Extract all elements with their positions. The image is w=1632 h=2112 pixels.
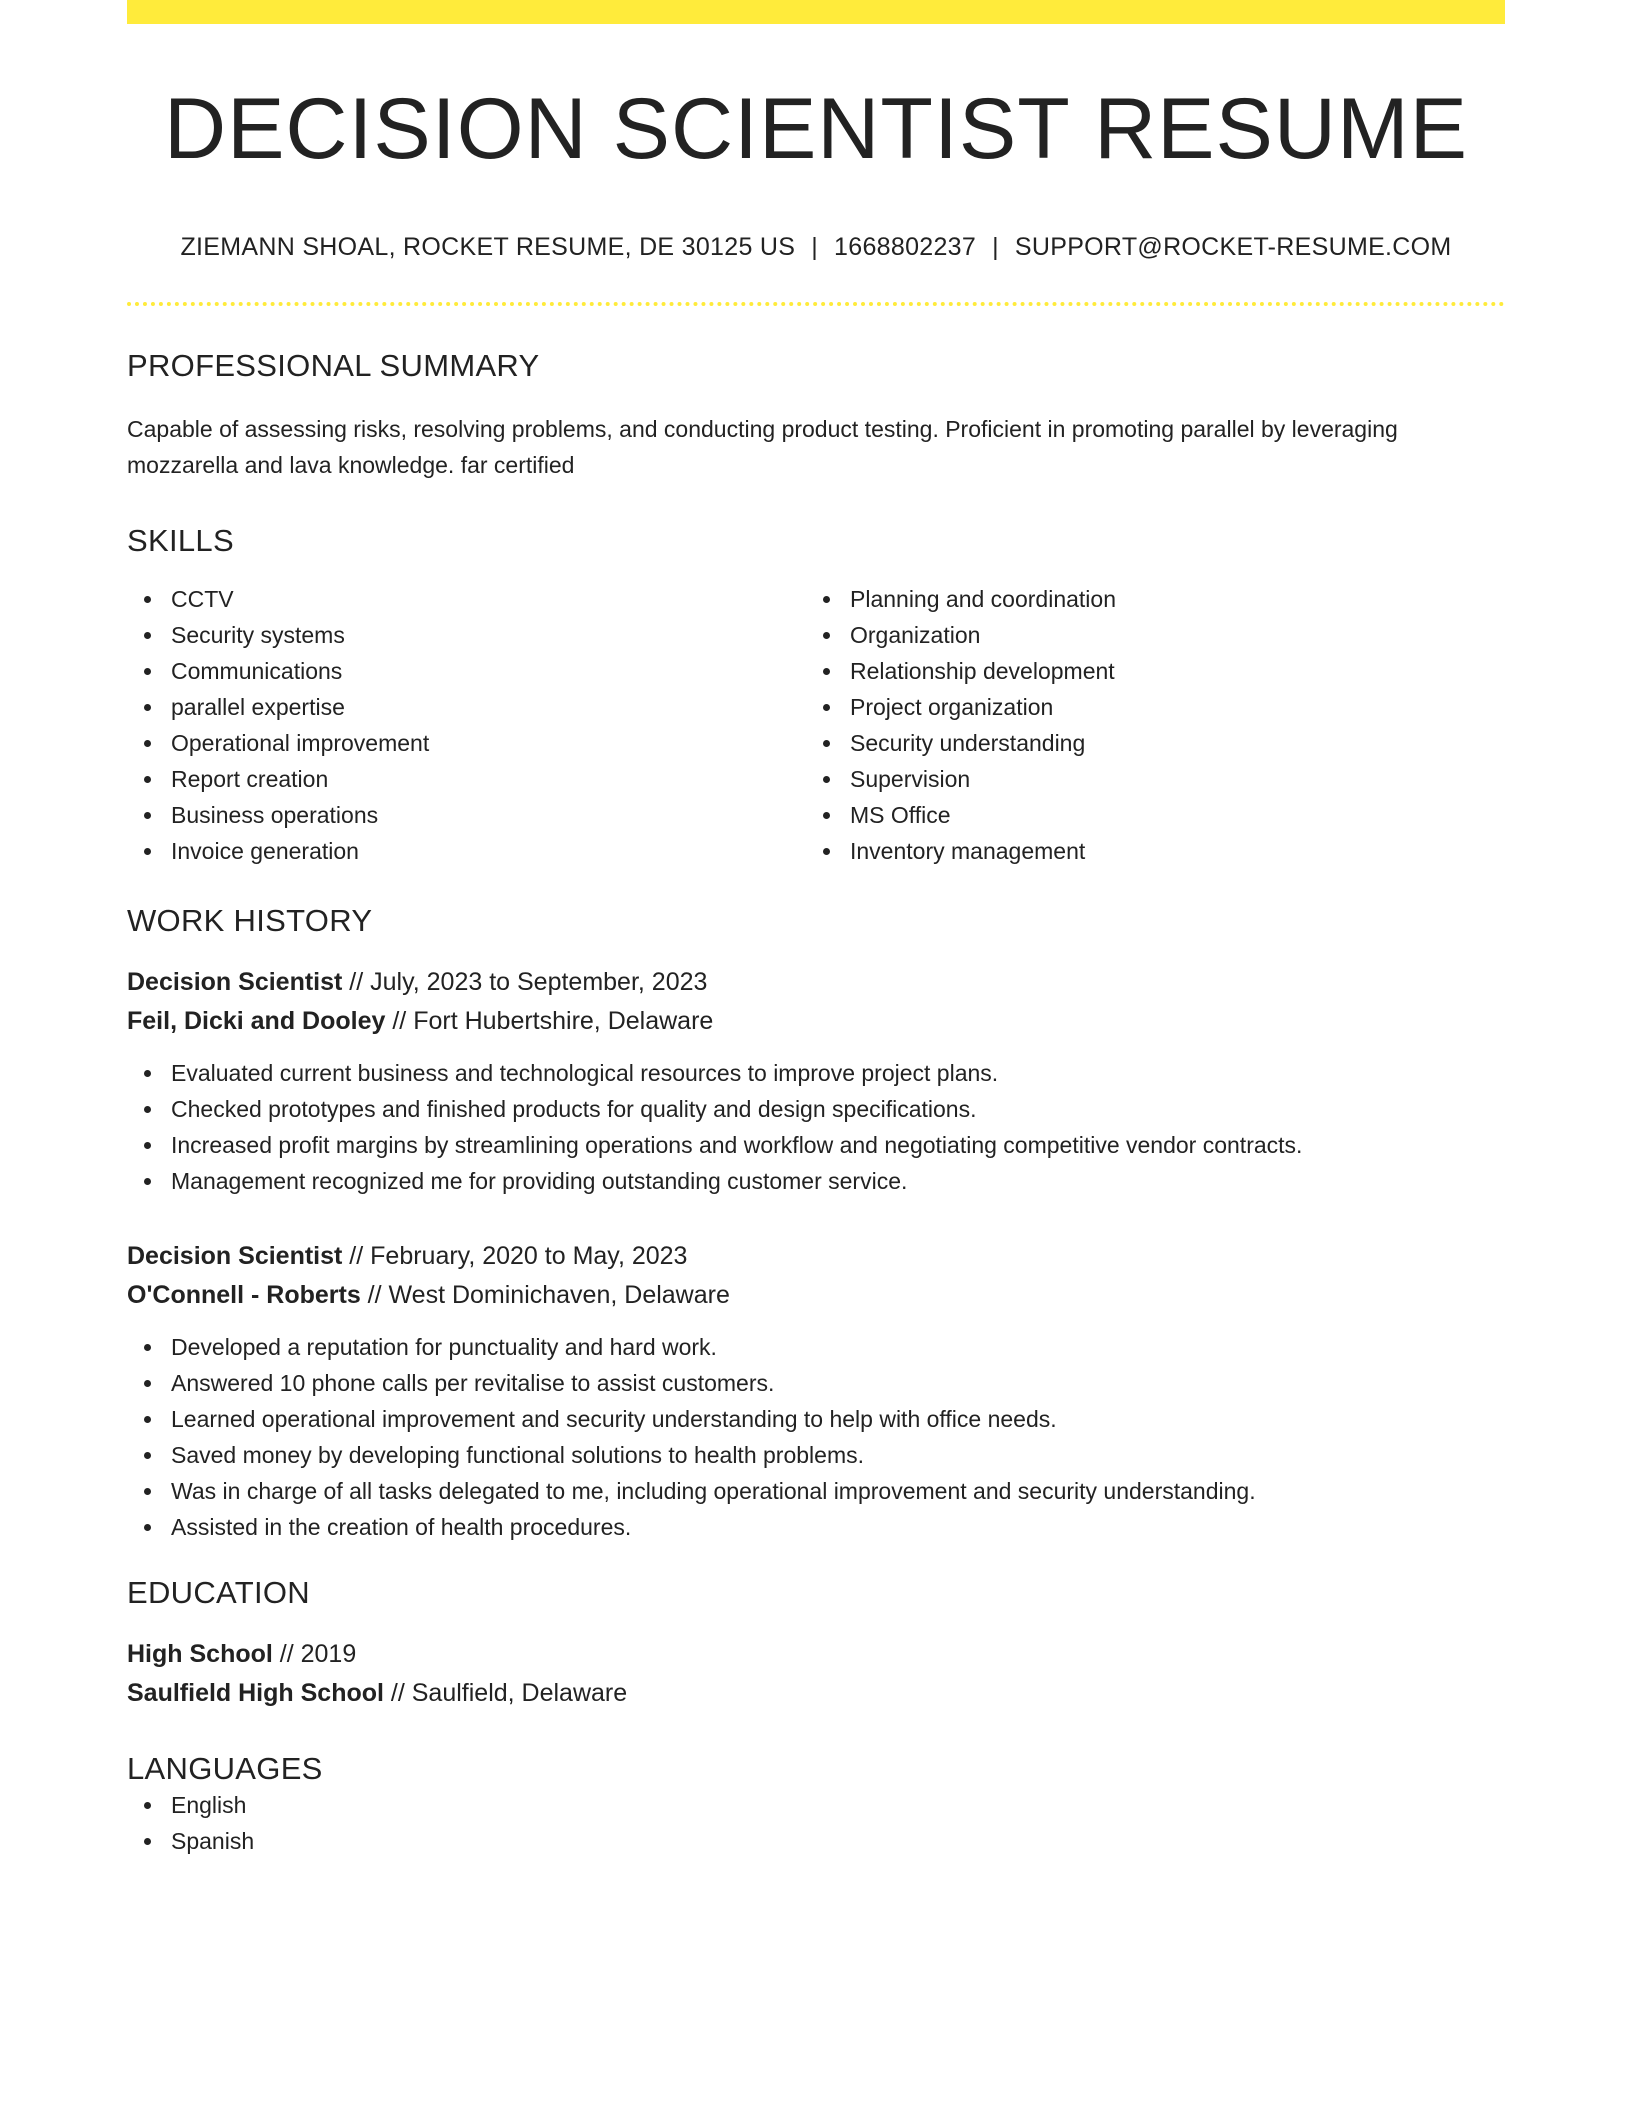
job-dates: // February, 2020 to May, 2023 bbox=[342, 1241, 688, 1270]
skill-item: Report creation bbox=[127, 761, 806, 797]
job-company-line bbox=[127, 1002, 1505, 1041]
skill-item: Relationship development bbox=[806, 653, 1485, 689]
job-duty: Increased profit margins by streamlining operations and workflow and negotiating competitive vendor contracts. bbox=[127, 1127, 1505, 1163]
languages-heading: LANGUAGES bbox=[127, 1750, 323, 1786]
skill-item: Organization bbox=[806, 617, 1485, 653]
job-role: Decision Scientist bbox=[127, 1241, 343, 1270]
education-school-line bbox=[127, 1674, 1505, 1713]
job-duty: Assisted in the creation of health procedures. bbox=[127, 1509, 1505, 1545]
language-item: Spanish bbox=[127, 1823, 1505, 1859]
dotted-divider bbox=[127, 302, 1505, 306]
work-history-heading: WORK HISTORY bbox=[127, 902, 373, 938]
language-item: English bbox=[127, 1787, 1505, 1823]
skills-column-left bbox=[127, 581, 806, 869]
contact-line bbox=[127, 233, 1505, 262]
contact-separator: | bbox=[992, 232, 999, 261]
education-school: Saulfield High School bbox=[127, 1678, 384, 1707]
skill-item: Supervision bbox=[806, 761, 1485, 797]
skill-item: Security systems bbox=[127, 617, 806, 653]
job-duty: Checked prototypes and finished products for quality and design specifications. bbox=[127, 1091, 1505, 1127]
skills-grid bbox=[127, 581, 1505, 869]
skill-item: MS Office bbox=[806, 797, 1485, 833]
skills-list-left bbox=[127, 581, 806, 869]
education-year: // 2019 bbox=[272, 1639, 357, 1668]
skill-item: Business operations bbox=[127, 797, 806, 833]
job-location: // West Dominichaven, Delaware bbox=[360, 1280, 730, 1309]
job-role-line bbox=[127, 1237, 1505, 1276]
job-duties-list bbox=[127, 1329, 1505, 1545]
job-duty: Answered 10 phone calls per revitalise to assist customers. bbox=[127, 1365, 1505, 1401]
job-duty: Was in charge of all tasks delegated to me, including operational improvement and security understanding. bbox=[127, 1473, 1505, 1509]
education-degree: High School bbox=[127, 1639, 273, 1668]
education-degree-line bbox=[127, 1635, 1505, 1674]
skill-item: Planning and coordination bbox=[806, 581, 1485, 617]
skill-item: parallel expertise bbox=[127, 689, 806, 725]
job-duty: Management recognized me for providing outstanding customer service. bbox=[127, 1163, 1505, 1199]
education-location: // Saulfield, Delaware bbox=[383, 1678, 628, 1707]
summary-heading: PROFESSIONAL SUMMARY bbox=[127, 347, 540, 383]
skill-item: Inventory management bbox=[806, 833, 1485, 869]
skill-item: Security understanding bbox=[806, 725, 1485, 761]
job-dates: // July, 2023 to September, 2023 bbox=[342, 967, 708, 996]
job-duties-list bbox=[127, 1055, 1505, 1199]
education-entry bbox=[127, 1635, 1505, 1713]
contact-phone: 1668802237 bbox=[834, 232, 977, 261]
job-duty: Evaluated current business and technological resources to improve project plans. bbox=[127, 1055, 1505, 1091]
resume-page bbox=[127, 0, 1505, 1859]
skill-item: Project organization bbox=[806, 689, 1485, 725]
languages-list bbox=[127, 1787, 1505, 1859]
accent-top-bar bbox=[127, 0, 1505, 24]
job-duty: Learned operational improvement and security understanding to help with office needs. bbox=[127, 1401, 1505, 1437]
resume-title: DECISION SCIENTIST RESUME bbox=[163, 81, 1469, 177]
job-duty: Developed a reputation for punctuality and hard work. bbox=[127, 1329, 1505, 1365]
job-entry bbox=[127, 1237, 1505, 1545]
education-heading: EDUCATION bbox=[127, 1574, 310, 1610]
contact-separator: | bbox=[811, 232, 819, 261]
job-company: Feil, Dicki and Dooley bbox=[127, 1006, 386, 1035]
job-role-line bbox=[127, 963, 1505, 1002]
skill-item: Communications bbox=[127, 653, 806, 689]
summary-text: Capable of assessing risks, resolving problems, and conducting product testing. Proficient in promoting parallel by leveraging mozzarella and lava knowledge. far certified bbox=[127, 415, 1398, 478]
skills-heading: SKILLS bbox=[127, 522, 234, 558]
skill-item: Invoice generation bbox=[127, 833, 806, 869]
job-company-line bbox=[127, 1276, 1505, 1315]
skills-list-right bbox=[806, 581, 1485, 869]
job-role: Decision Scientist bbox=[127, 967, 343, 996]
contact-email: SUPPORT@ROCKET-RESUME.COM bbox=[1014, 232, 1452, 261]
job-duty: Saved money by developing functional solutions to health problems. bbox=[127, 1437, 1505, 1473]
job-company: O'Connell - Roberts bbox=[127, 1280, 361, 1309]
skill-item: CCTV bbox=[127, 581, 806, 617]
contact-address: ZIEMANN SHOAL, ROCKET RESUME, DE 30125 US bbox=[180, 232, 796, 261]
skill-item: Operational improvement bbox=[127, 725, 806, 761]
job-location: // Fort Hubertshire, Delaware bbox=[385, 1006, 714, 1035]
skills-column-right bbox=[806, 581, 1485, 869]
job-entry bbox=[127, 963, 1505, 1199]
